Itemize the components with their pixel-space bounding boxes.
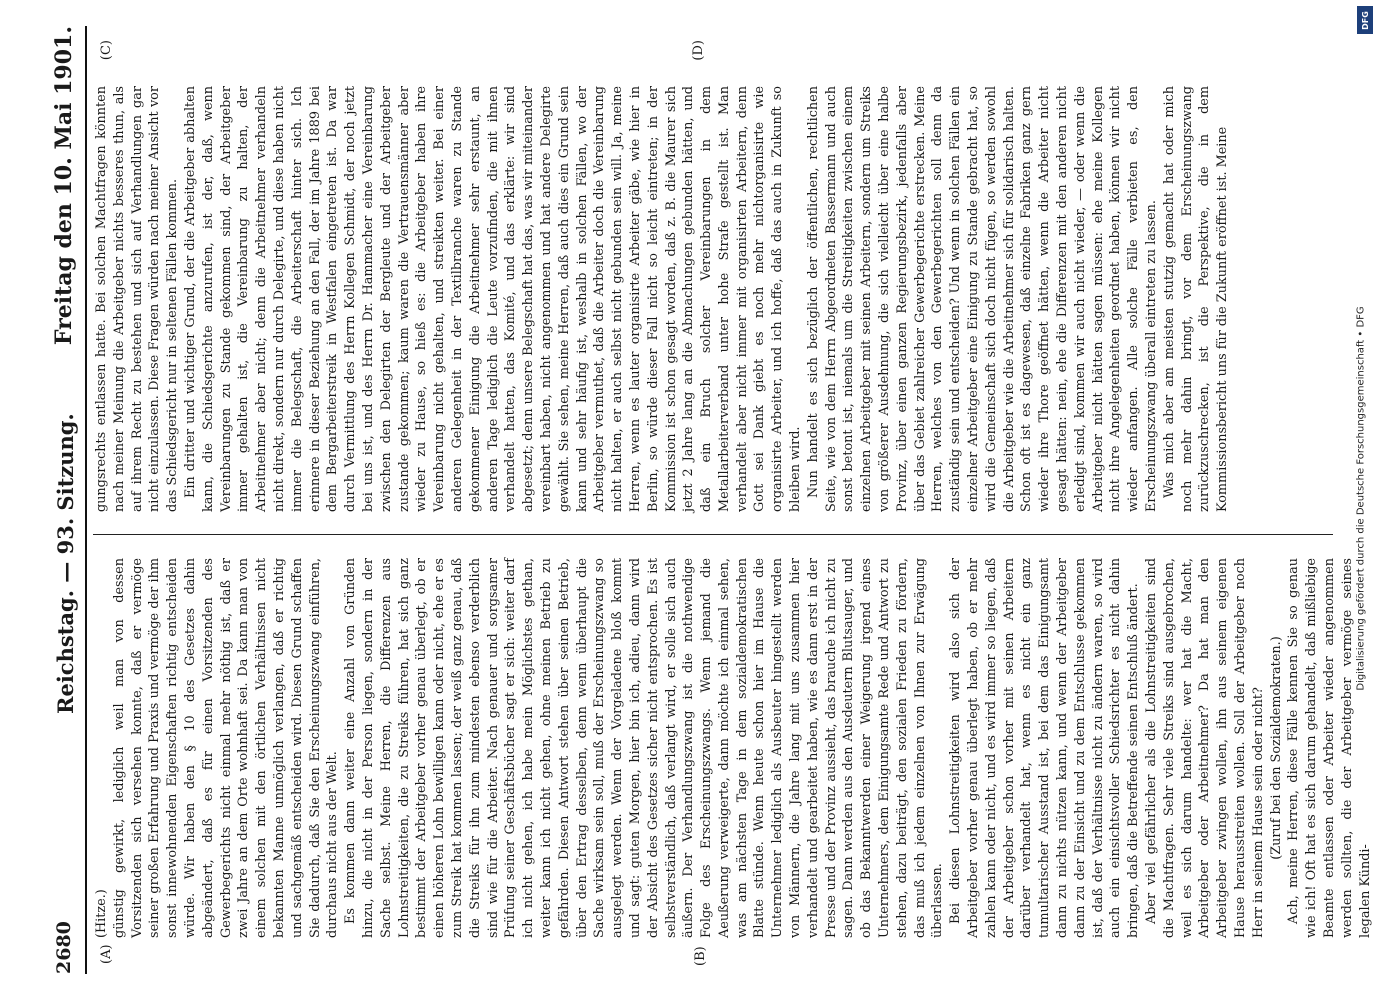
paragraph: Es kommen dann weiter eine Anzahl von Gründen hinzu, die nicht in der Person liegen, sondern in der Sache selbst. Meine Herren, die Differenzen aus Lohnstreitigkeiten, die zu Streiks führen, hat sich ganz bestimmt der Arbeitgeber vorher genau überlegt, ob er einen höheren Lohn bewilligen kann oder nicht, ehe er es zum Streik hat kommen lassen; der weiß ganz genau, daß die Streiks für ihn zum mindesten ebenso verderblich sind wie für die Arbeiter. Nach genauer und sorgsamer Prüfung seiner Geschäftsbücher sagt er sich: weiter darf ich nicht gehen, ich habe mein Möglichstes gethan, weiter kann ich nicht gehen, ohne meinen Betrieb zu gefährden. Diesen Antwort stehen über seinen Betrieb, über den Ertrag desselben, denn wenn überhaupt die Sache wirksam sein soll, muß der Erscheinungszwang so ausgelegt werden. Wenn der Vorgeladene bloß kommt und sagt: guten Morgen, hier bin ich, adieu, dann wird der Absicht des Gesetzes sicher nicht entsprochen. Es ist selbstverständlich, daß verlangt wird, er solle sich auch äußern. Der Verhandlungszwang ist die nothwendige Folge des Erscheinungszwangs. Wenn jemand die Aeußerung verweigerte, dann möchte ich einmal sehen, was am nächsten Tage in dem sozialdemokratischen Blatte stünde. Wenn heute schon hier im Hause die Unternehmer lediglich als Ausbeuter hingestellt werden von Männern, die Jahre lang mit uns zusammen hier verhandelt und gearbeitet haben, wie es dann erst in der Presse und der Provinz aussieht, das brauche ich nicht zu sagen. Dann werden aus den Ausdeutern Blutsauger, und ob das Bekanntwerden einer Weigerung irgend eines Unternehmers, dem Einigungsamte Rede und Antwort zu stehen, dazu beiträgt, den sozialen Frieden zu fördern, das muß ich jedem einzelnen von Ihnen zur Erwägung überlassen. bbox=[342, 558, 945, 938]
column-divider bbox=[93, 534, 1333, 535]
paragraph: günstig gewirkt, lediglich weil man von dessen Vorsitzenden sich versehen konnte, daß er vermöge seiner großen Erfahrung und Praxis und vermöge der ihm sonst innewohnenden Eigenschaften richtig entscheiden würde. Wir haben den § 10 des Gesetzes dahin abgeändert, daß es für einen Vorsitzenden des Gewerbegerichts nicht einmal mehr nöthig ist, daß er zwei Jahre an dem Orte wohnhaft sei. Da kann man von einem solchen mit den örtlichen Verhältnissen nicht bekannten Manne unmöglich verlangen, daß er richtig und sachgemäß entscheiden wird. Diesen Grund schaffen Sie dadurch, daß Sie den Erscheinungszwang einführen, durchaus nicht aus der Welt. bbox=[111, 558, 340, 938]
margin-marker-d: (D) bbox=[690, 40, 706, 61]
margin-marker-a: (A) bbox=[98, 944, 114, 964]
page-header bbox=[45, 26, 87, 974]
left-column bbox=[93, 558, 1373, 938]
paragraph: Aber viel gefährlicher als die Lohnstreitigkeiten sind die Machtfragen. Sehr viele Streiks sind ausgebrochen, weil es sich darum handelte: wer hat die Macht, Arbeitgeber oder Arbeitnehmer? Da hat man den Arbeitgeber zwingen wollen, ihn aus seinem eigenen Hause herausstreiten wollen. Soll der Arbeitgeber noch Herr in seinem Hause sein oder nicht? bbox=[1143, 558, 1266, 938]
right-column bbox=[93, 86, 1333, 512]
paragraph: Ach, meine Herren, diese Fälle kennen Sie so genau wie ich! Oft hat es sich darum gehandelt, daß mißliebige Beamte entlassen oder Arbeiter wieder angenommen werden sollten, die der Arbeitgeber vermöge seines legalen Kündi- bbox=[1285, 558, 1373, 938]
paragraph: Bei diesen Lohnstreitigkeiten wird also sich der Arbeitgeber vorher genau überlegt haben, ob er mehr zahlen kann oder nicht, und es wird immer so liegen, daß der Arbeitgeber schon vorher mit seinen Arbeitern darüber verhandelt hat, wenn es nicht ein ganz tumultarischer Ausstand ist, bei dem das Einigungsamt dann zu nichts nützen kann, und wenn der Arbeitgeber dann zu der Einsicht und zu dem Entschlusse gekommen ist, daß der Verhältnisse nicht zu ändern waren, so wird auch ein einsichtsvoller Schiedsrichter es nicht dahin bringen, daß die Betreffende seinen Entschluß ändert. bbox=[947, 558, 1141, 938]
digitization-credit bbox=[1349, 6, 1373, 996]
interjection: (Zuruf bei den Sozialdemokraten.) bbox=[1268, 636, 1284, 860]
credit-text: Digitalisierung gefördert durch die Deutsche Forschungsgemeinschaft • DFG bbox=[1355, 306, 1367, 691]
speaker-label: (Hitze.) bbox=[93, 889, 109, 938]
dfg-logo: DFG bbox=[1357, 6, 1373, 34]
page-number: 2680 bbox=[52, 921, 75, 974]
paragraph: Ein dritter und wichtiger Grund, der die Arbeitgeber abhalten kann, die Schiedsgerichte anzurufen, ist der, daß, wenn Vereinbarungen zu Stande gekommen sind, der Arbeitgeber immer gehalten ist, die Vereinbarung zu halten, der Arbeitnehmer aber nicht; denn die Arbeitnehmer verhandeln nicht direkt, sondern nur durch Delegirte, und diese haben nicht immer die Belegschaft, die Arbeiterschaft hinter sich. Ich erinnere in dieser Beziehung an den Fall, der im Jahre 1889 bei dem Bergarbeiterstreik in Westfalen eingetreten ist. Da war durch Vermittlung des Herrn Kollegen Schmidt, der noch jetzt bei uns ist, und des Herrn Dr. Hammacher eine Vereinbarung zwischen den Delegirten der Bergleute und der Arbeitgeber zustande gekommen; kaum waren die Vertrauensmänner aber wieder zu Hause, so hieß es: die Arbeitgeber haben ihre Vereinbarung nicht gehalten, und streikten weiter. Bei einer anderen Gelegenheit in der Textilbranche waren zu Stande gekommener Einigung die Arbeitnehmer sehr erstaunt, an anderen Tage lediglich die Leute vorzufinden, die mit ihnen verhandelt hatten, das Komité, und das erklärte: wir sind abgesetzt; denn unsere Belegschaft hat das, was wir miteinander vereinbart haben, nicht angenommen und hat andere Delegirte gewählt. Sie sehen, meine Herren, daß auch dies ein Grund sein kann und sehr häufig ist, weshalb in solchen Fällen, wo der Arbeitgeber vermuthet, daß die Arbeiter doch die Vereinbarung nicht halten, er auch selbst nicht gebunden sein will. Ja, meine Herren, wenn es lauter organisirte Arbeiter gäbe, wie hier in Berlin, so würde dieser Fall nicht so leicht eintreten; in der Kommission ist schon gesagt worden, daß z. B. die Maurer sich jetzt 2 Jahre lang an die Abmachungen gebunden hätten, und daß ein Bruch solcher Vereinbarungen in dem Metallarbeiterverband unter hohe Strafe gestellt ist. Man verhandelt aber nicht immer mit organisirten Arbeitern, denn Gott sei Dank giebt es noch mehr nichtorganisirte wie organisirte Arbeiter, und ich hoffe, daß das auch in Zukunft so bleiben wird. bbox=[182, 86, 803, 512]
session-date: Freitag den 10. Mai 1901. bbox=[50, 26, 77, 346]
margin-marker-b: (B) bbox=[692, 946, 708, 966]
paragraph: Was mich aber am meisten stutzig gemacht hat oder mich noch mehr dahin bringt, vor dem Erscheinungszwang zurückzuschrecken, ist die Perspektive, die in dem Kommissionsbericht uns für die Zukunft eröffnet ist. Meine bbox=[1161, 86, 1230, 512]
session-title: Reichstag. — 93. Sitzung. bbox=[52, 413, 78, 714]
margin-marker-c: (C) bbox=[98, 40, 114, 61]
paragraph: Nun handelt es sich bezüglich der öffentlichen, rechtlichen Seite, wie von dem Herrn Abgeordneten Bassermann und auch sonst betont ist, niemals um die Streitigkeiten zwischen einem einzelnen Arbeitgeber mit seinen Arbeitern, sondern um Streiks von größerer Ausdehnung, die sich vielleicht über eine halbe Provinz, über einen ganzen Regierungsbezirk, jedenfalls aber über das Gebiet zahlreicher Gewerbegerichte erstrecken. Meine Herren, welches von den Gewerbegerichten soll denn da zuständig sein und entscheiden? Und wenn in solchen Fällen ein einzelner Arbeitgeber eine Einigung zu Stande gebracht hat, so wird die Gemeinschaft sich doch nicht fügen, so werden sowohl die Arbeitgeber wie die Arbeitnehmer sich für solidarisch halten. Schon oft ist es dagewesen, daß einzelne Fabriken ganz gern wieder ihre Thore geöffnet hätten, wenn die Arbeiter nicht gesagt hätten: nein, ehe die Differenzen mit den anderen nicht erledigt sind, kommen wir auch nicht wieder, — oder wenn die Arbeitgeber nicht hätten sagen müssen: ehe meine Kollegen nicht ihre Angelegenheiten geordnet haben, können wir nicht wieder anfangen. Alle solche Fälle verbieten es, den Erscheinungszwang überall eintreten zu lassen. bbox=[805, 86, 1159, 512]
paragraph: gungsrechts entlassen hatte. Bei solchen Machtfragen könnten nach meiner Meinung die Arbeitgeber nichts besseres thun, als auf ihrem Recht zu bestehen und sich auf Verhandlungen gar nicht einzulassen. Diese Fragen würden nach meiner Ansicht vor das Schiedsgericht nur in seltenen Fällen kommen. bbox=[93, 86, 180, 512]
